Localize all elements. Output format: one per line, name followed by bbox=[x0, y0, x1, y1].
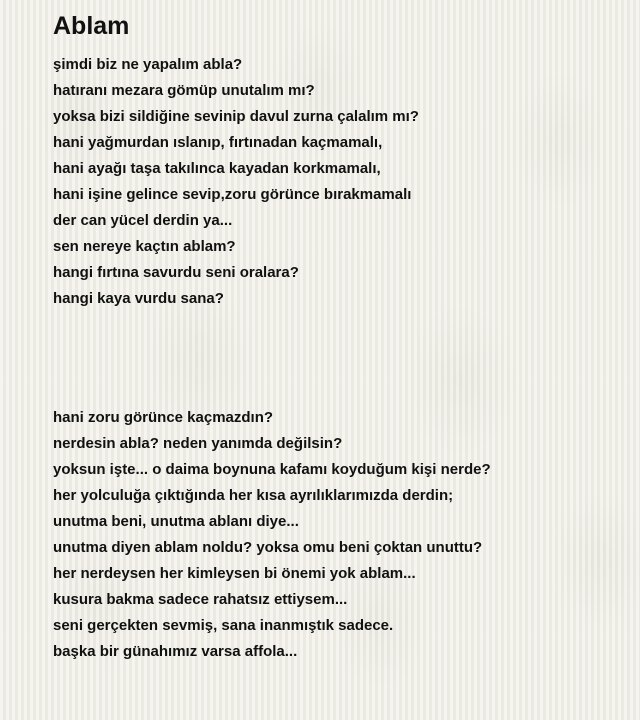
poem-line: hani ayağı taşa takılınca kayadan korkmamalı, bbox=[53, 160, 381, 177]
poem-line: yoksun işte... o daima boynuna kafamı koyduğum kişi nerde? bbox=[53, 461, 491, 478]
poem-line: hani zoru görünce kaçmazdın? bbox=[53, 409, 274, 426]
poem-line: unutma diyen ablam noldu? yoksa omu beni çoktan unuttu? bbox=[53, 539, 483, 556]
stanza-1 bbox=[53, 52, 633, 312]
poem-line: başka bir günahımız varsa affola... bbox=[53, 643, 298, 660]
poem-line: her yolculuğa çıktığında her kısa ayrılıklarımızda derdin; bbox=[53, 487, 454, 504]
poem-line: seni gerçekten sevmiş, sana inanmıştık sadece. bbox=[53, 617, 394, 634]
poem-line: şimdi biz ne yapalım abla? bbox=[53, 56, 243, 73]
poem-line: kusura bakma sadece rahatsız ettiysem... bbox=[53, 591, 348, 608]
poem-line: hatıranı mezara gömüp unutalım mı? bbox=[53, 82, 315, 99]
poem-title: Ablam bbox=[53, 12, 130, 40]
poem-line: hangi kaya vurdu sana? bbox=[53, 290, 224, 307]
poem-line: hani işine gelince sevip,zoru görünce bırakmamalı bbox=[53, 186, 412, 203]
poem-line: sen nereye kaçtın ablam? bbox=[53, 238, 236, 255]
stanza-2 bbox=[53, 405, 633, 665]
poem-line: her nerdeysen her kimleysen bi önemi yok ablam... bbox=[53, 565, 416, 582]
poem-line: hangi fırtına savurdu seni oralara? bbox=[53, 264, 299, 281]
stanza-gap bbox=[53, 312, 633, 405]
poem-line: hani yağmurdan ıslanıp, fırtınadan kaçmamalı, bbox=[53, 134, 383, 151]
poem-line: unutma beni, unutma ablanı diye... bbox=[53, 513, 299, 530]
poem-line: nerdesin abla? neden yanımda değilsin? bbox=[53, 435, 343, 452]
poem-line: der can yücel derdin ya... bbox=[53, 212, 233, 229]
poem bbox=[53, 10, 633, 665]
poem-line: yoksa bizi sildiğine sevinip davul zurna çalalım mı? bbox=[53, 108, 419, 125]
